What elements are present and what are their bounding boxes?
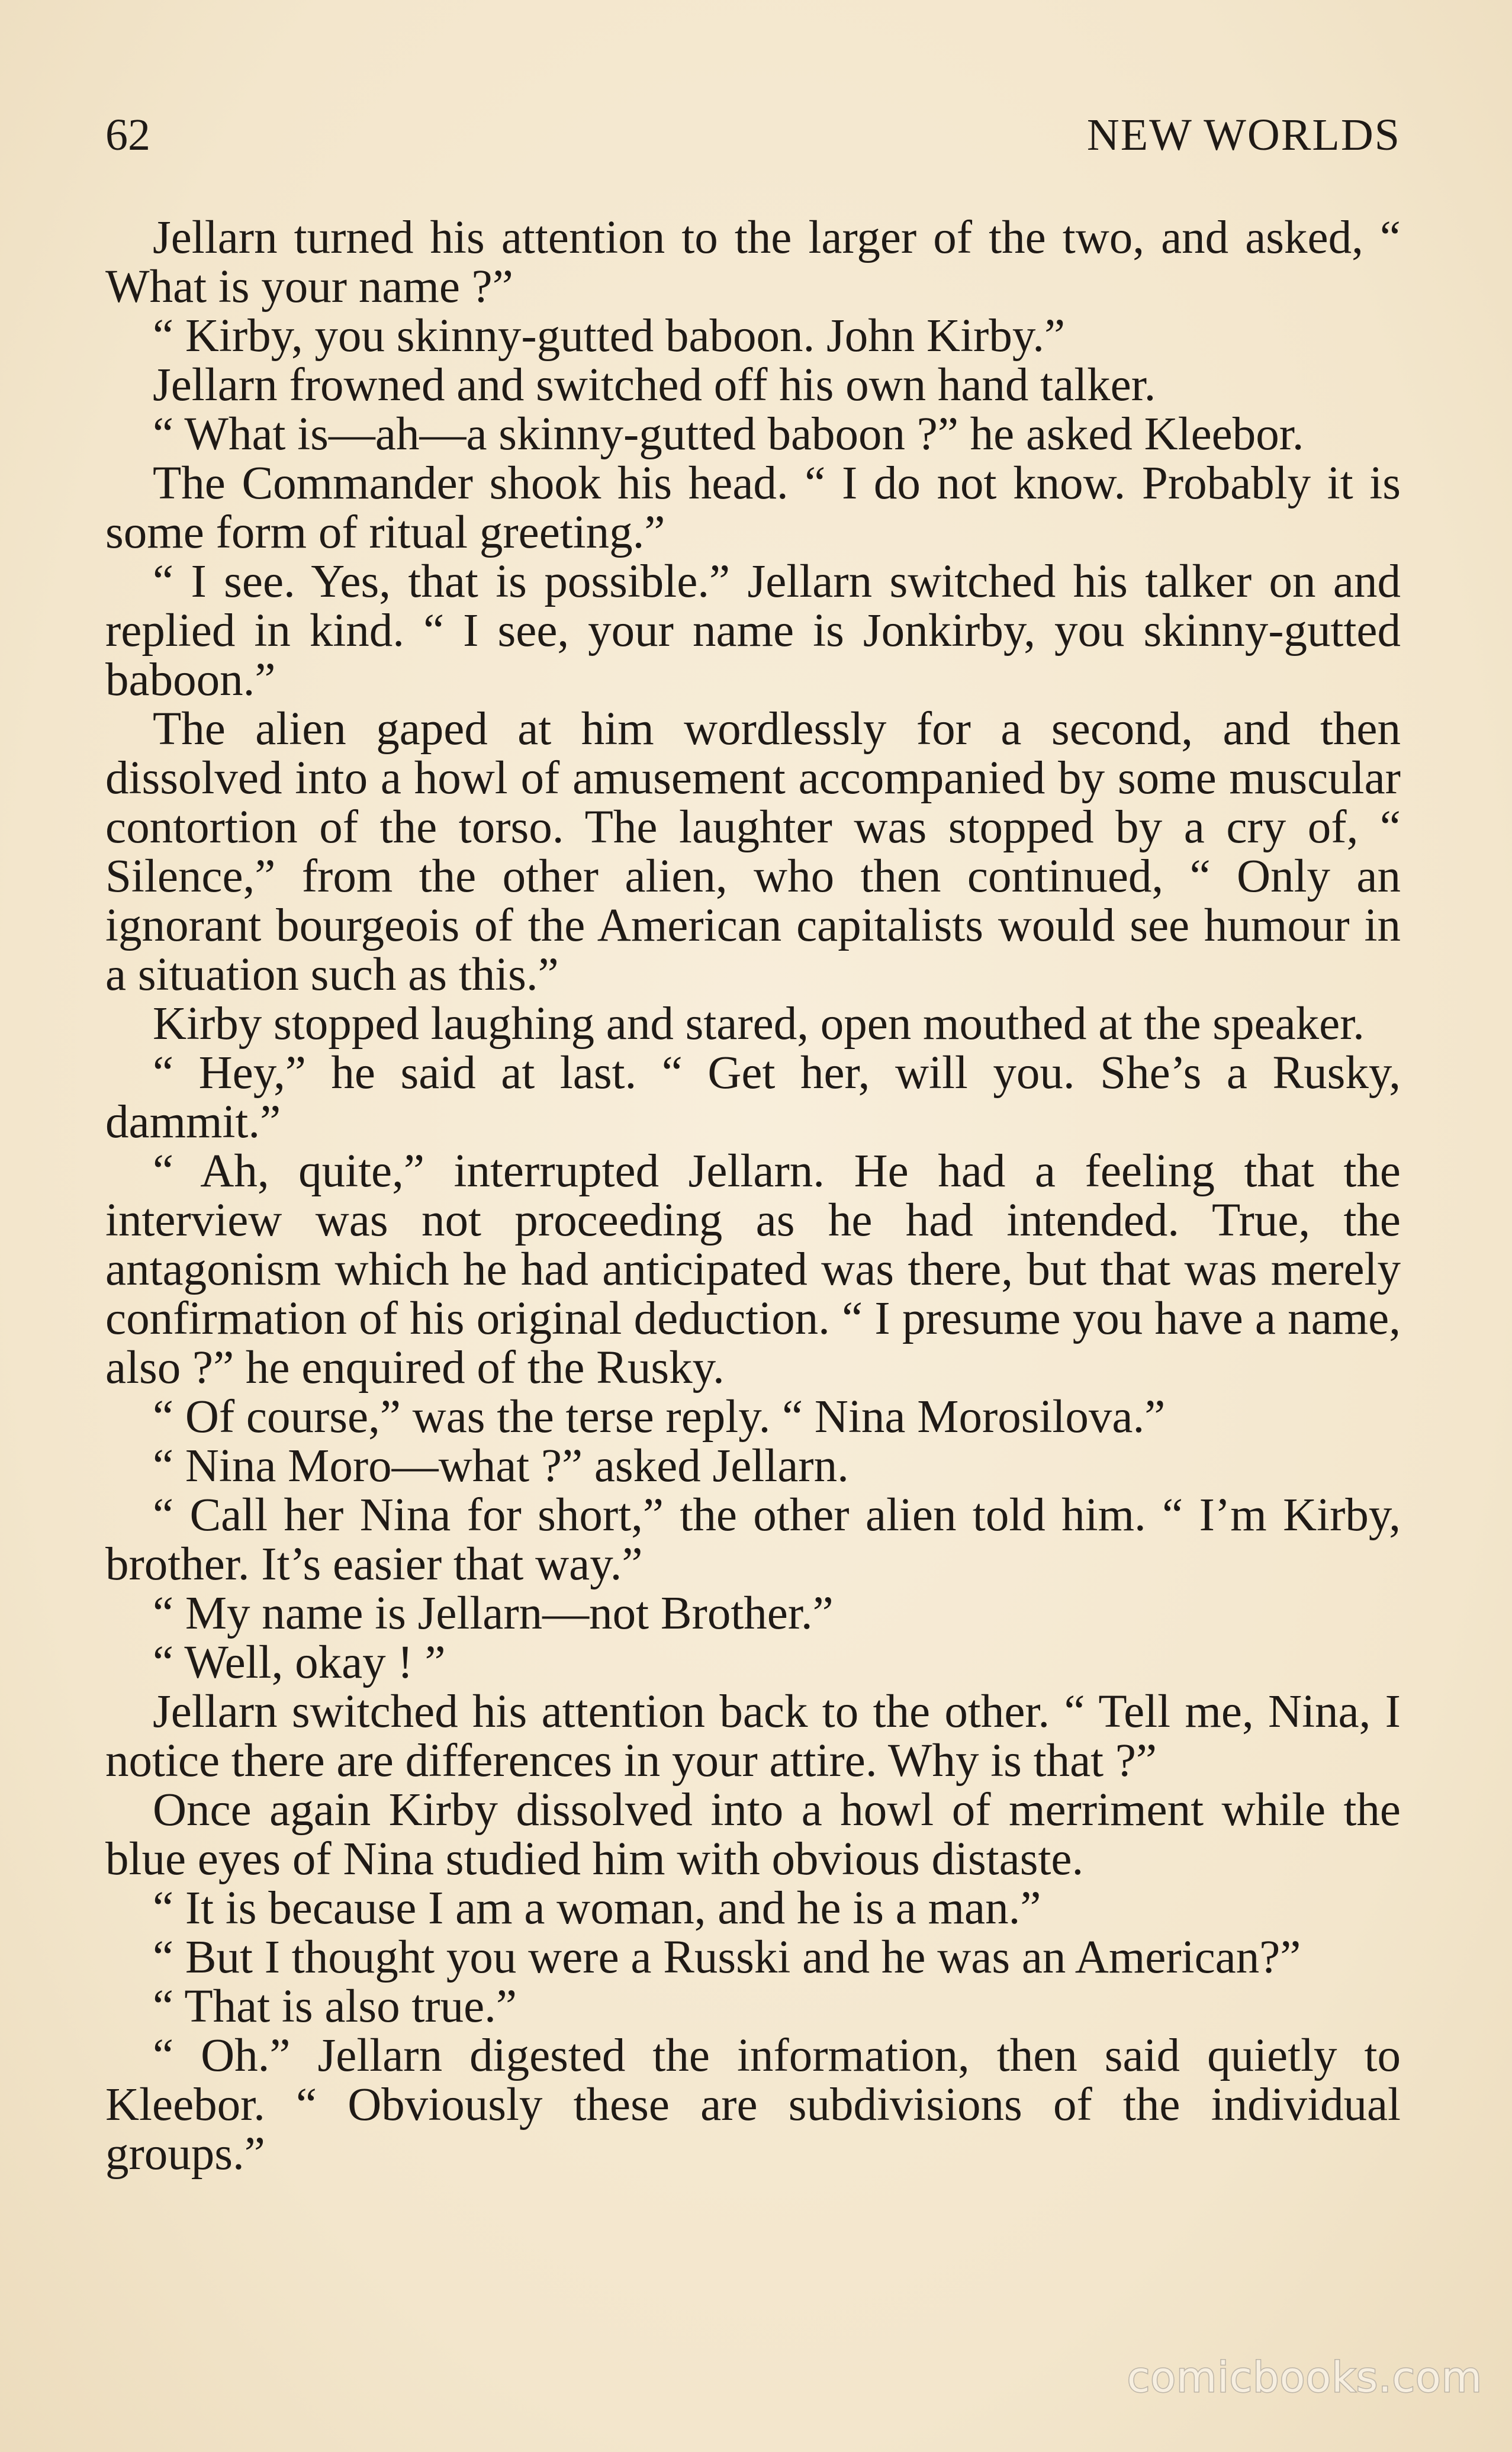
paragraph: “ Nina Moro—what ?” asked Jellarn. xyxy=(153,1440,849,1492)
paragraph: “ It is because I am a woman, and he is a man.” xyxy=(153,1883,1041,1934)
paragraph: “ That is also true.” xyxy=(153,1981,517,2032)
paragraph: The alien gaped at him wordlessly for a second, and then dissolved into a howl of amusement accompanied by some muscular contortion of the torso. The laughter was stopped by a cry of, “ Silence,” from the other alien, who then continued, “ Only an ignorant bourgeois of the American capitalists would see humour in a situation such as this.” xyxy=(105,703,1401,1000)
paragraph: Once again Kirby dissolved into a howl of merriment while the blue eyes of Nina studied him with obvious distaste. xyxy=(105,1784,1401,1885)
paragraph: “ Ah, quite,” interrupted Jellarn. He had a feeling that the interview was not proceeding as he had intended. True, the antagonism which he had anticipated was there, but that was merely confirmation of his original deduction. “ I presume you have a name, also ?” he enquired of the Rusky. xyxy=(105,1145,1401,1394)
paragraph: “ Hey,” he said at last. “ Get her, will you. She’s a Rusky, dammit.” xyxy=(105,1047,1401,1148)
watermark: comicbooks.com xyxy=(1127,2353,1482,2402)
paragraph: “ Kirby, you skinny-gutted baboon. John Kirby.” xyxy=(153,310,1066,362)
paragraph: “ Call her Nina for short,” the other alien told him. “ I’m Kirby, brother. It’s easier that way.” xyxy=(105,1489,1401,1590)
paragraph: Jellarn turned his attention to the larger of the two, and asked, “ What is your name ?” xyxy=(105,212,1401,313)
page-number: 62 xyxy=(105,110,150,160)
paragraph: “ What is—ah—a skinny-gutted baboon ?” he asked Kleebor. xyxy=(153,408,1304,460)
paragraph: “ But I thought you were a Russki and he was an American?” xyxy=(153,1932,1301,1983)
paragraph: “ Well, okay ! ” xyxy=(153,1637,446,1688)
paragraph: “ Oh.” Jellarn digested the information, then said quietly to Kleebor. “ Obviously these are subdivisions of the individual groups.” xyxy=(105,2030,1401,2180)
paragraph: “ My name is Jellarn—not Brother.” xyxy=(153,1588,834,1639)
running-head: NEW WORLDS xyxy=(1086,110,1401,160)
paragraph: Jellarn frowned and switched off his own hand talker. xyxy=(153,359,1156,411)
paragraph: Jellarn switched his attention back to the other. “ Tell me, Nina, I notice there are differences in your attire. Why is that ?” xyxy=(105,1686,1401,1787)
paragraph: Kirby stopped laughing and stared, open mouthed at the speaker. xyxy=(153,998,1365,1050)
body-text xyxy=(105,213,1401,2179)
paragraph: “ I see. Yes, that is possible.” Jellarn switched his talker on and replied in kind. “ I see, your name is Jonkirby, you skinny-gutted baboon.” xyxy=(105,556,1401,706)
paragraph: “ Of course,” was the terse reply. “ Nina Morosilova.” xyxy=(153,1391,1166,1443)
paragraph: The Commander shook his head. “ I do not know. Probably it is some form of ritual greeting.” xyxy=(105,458,1401,558)
